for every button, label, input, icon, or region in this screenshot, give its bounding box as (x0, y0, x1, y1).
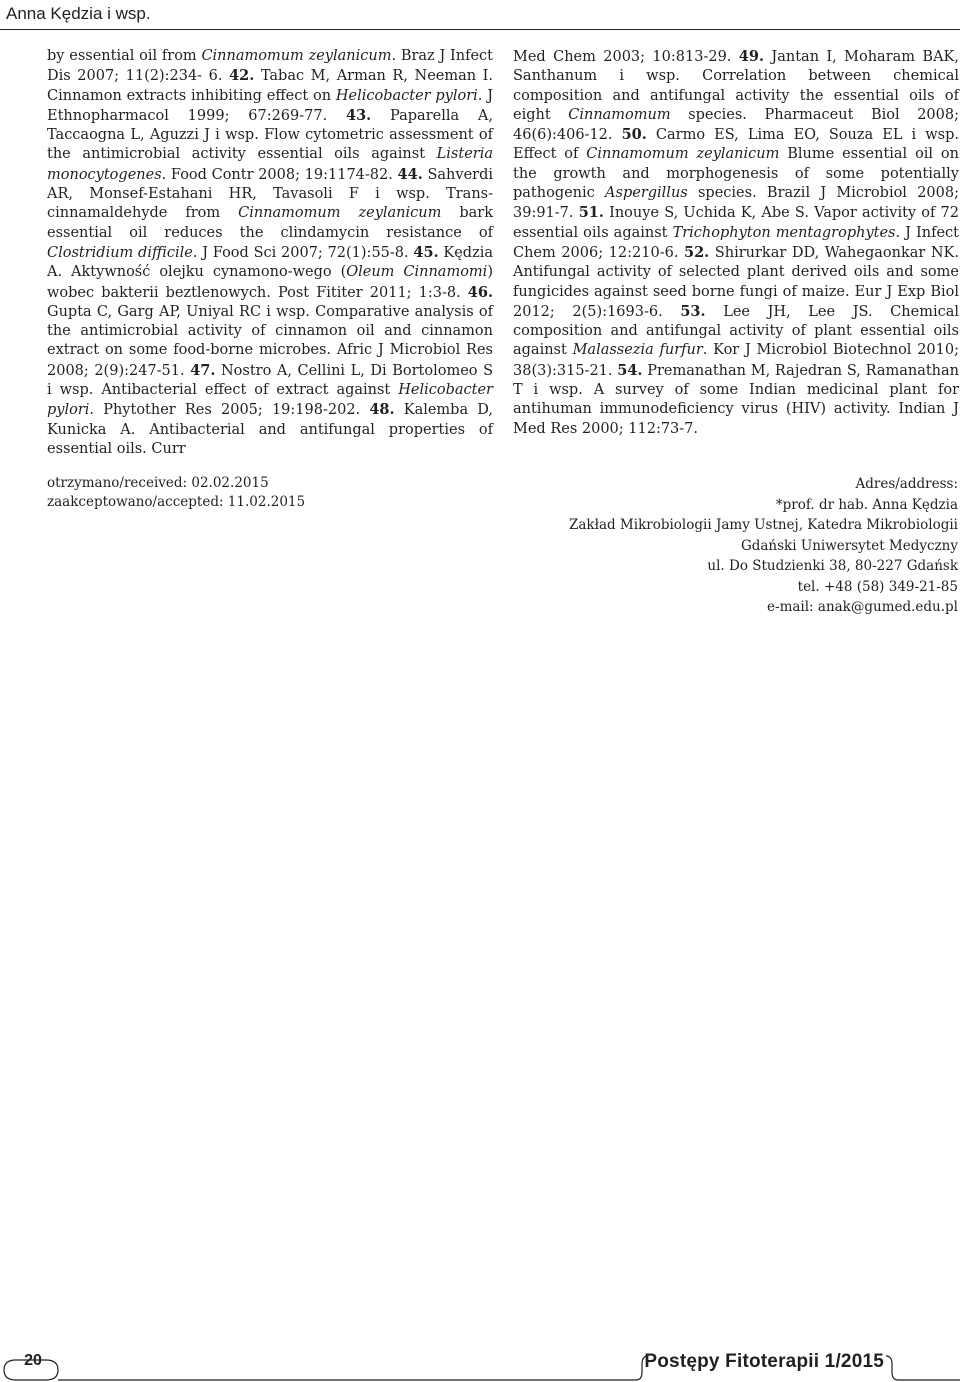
address-heading: Adres/address: (855, 476, 958, 492)
reference-text: Gupta C, Garg AP, Uniyal RC i wsp. Comparative analysis of the antimicrobial activity of cinnamon oil and cinnamon extract on some food-borne microbes. Afric J Microbiol Res 2008; 2(9):247-51. (47, 303, 493, 379)
correspondence-address (488, 474, 958, 618)
header-rule (0, 29, 960, 30)
reference-text: by essential oil from (47, 48, 202, 64)
italic-term: Helicobacter pylori (47, 382, 493, 419)
reference-text: Lee JH, Lee JS. Chemical composition and antifungal activity of plant essential oils against (513, 303, 959, 359)
reference-text: . Food Contr 2008; 19:1174-82. (161, 166, 398, 183)
reference-text: Paparella A, Taccaogna L, Aguzzi J i wsp. Flow cytometric assessment of the antimicrobial activity essential oils against (47, 107, 493, 163)
italic-term: Aspergillus (605, 185, 688, 202)
reference-text: Sahverdi AR, Monsef-Estahani HR, Tavasoli F i wsp. Trans-cinnamaldehyde from (47, 166, 493, 222)
received-date: otrzymano/received: 02.02.2015 (47, 475, 269, 491)
reference-number: 42. (229, 67, 255, 85)
reference-text: species. Brazil J Microbiol 2008; 39:91-7. (513, 185, 959, 222)
address-line: ul. Do Studzienki 38, 80-227 Gdańsk (707, 558, 958, 574)
accepted-date: zaakceptowano/accepted: 11.02.2015 (47, 494, 306, 510)
article-dates (47, 474, 305, 512)
references-left-column (47, 47, 493, 459)
address-email: e-mail: anak@gumed.edu.pl (767, 599, 958, 615)
journal-title: Postępy Fitoterapii 1/2015 (644, 1351, 884, 1372)
reference-number: 48. (369, 401, 395, 419)
italic-term: Oleum Cinnamomi (346, 264, 488, 281)
reference-text: . Braz J Infect Dis 2007; 11(2):234- 6. (47, 48, 493, 85)
reference-number: 52. (684, 243, 710, 261)
reference-text: Shirurkar DD, Wahegaonkar NK. Antifungal activity of selected plant derived oils and some fungicides against seed borne fungi of maize. Eur J Exp Biol 2012; 2(5):1693-6. (513, 244, 960, 320)
reference-text: . Phytother Res 2005; 19:198-202. (89, 402, 370, 419)
reference-text: Tabac M, Arman R, Neeman I. Cinnamon extracts inhibiting effect on (47, 68, 493, 104)
reference-text: Kalemba D, Kunicka A. Antibacterial and antifungal properties of essential oils. Curr (47, 402, 493, 457)
references-right-column (513, 47, 959, 439)
reference-number: 44. (397, 165, 423, 183)
italic-term: Listeria monocytogenes (47, 146, 493, 183)
reference-number: 53. (680, 302, 706, 320)
reference-number: 49. (738, 48, 765, 65)
reference-number: 46. (467, 283, 493, 301)
reference-text: bark essential oil reduces the clindamycin resistance of (47, 205, 493, 241)
address-line: *prof. dr hab. Anna Kędzia (775, 496, 958, 513)
reference-text: ) wobec bakterii beztlenowych. Post Fititer 2011; 1:3-8. (47, 264, 493, 301)
reference-text: . J Ethnopharmacol 1999; 67:269-77. (47, 87, 494, 124)
reference-text: Inouye S, Uchida K, Abe S. Vapor activity of 72 essential oils against (513, 205, 959, 241)
italic-term: Clostridium difficile (47, 244, 193, 261)
reference-text: . Kor J Microbiol Biotechnol 2010; 38(3):315-21. (513, 342, 959, 379)
reference-text: Blume essential oil on the growth and morphogenesis of some potentially pathogenic (513, 146, 960, 202)
reference-number: 54. (617, 361, 643, 379)
reference-text: . J Food Sci 2007; 72(1):55-8. (192, 244, 414, 261)
reference-number: 45. (413, 243, 439, 261)
italic-term: Trichophyton mentagrophytes. (672, 224, 901, 241)
reference-text: Premanathan M, Rajedran S, Ramanathan T i wsp. A survey of some Indian medicinal plant for antihuman immunodeficiency virus (HIV) activity. Indian J Med Res 2000; 112:73-7. (513, 362, 959, 437)
reference-text: Nostro A, Cellini L, Di Bortolomeo S i wsp. Antibacterial effect of extract against (47, 362, 493, 399)
italic-term: Malassezia furfur (572, 342, 703, 359)
reference-text: Kędzia A. Aktywność olejku cynamono-wego ( (47, 244, 493, 281)
italic-term: Cinnamomum (568, 106, 671, 123)
italic-term: Cinnamomum zeylanicum (586, 146, 780, 163)
reference-text: J Infect Chem 2006; 12:210-6. (513, 224, 959, 261)
reference-number: 51. (578, 204, 604, 222)
reference-text: Med Chem 2003; 10:813-29. (513, 49, 739, 65)
reference-text: Jantan I, Moharam BAK, Santhanum i wsp. Correlation between chemical composition and antifungal activity the essential oils of eight (513, 49, 959, 123)
reference-text: species. Pharmaceut Biol 2008; 46(6):406-12. (513, 106, 959, 144)
italic-term: Cinnamomum zeylanicum (201, 48, 392, 64)
page-number: 20 (24, 1352, 42, 1369)
address-line: Gdański Uniwersytet Medyczny (740, 537, 958, 554)
italic-term: Helicobacter pylori (335, 87, 478, 104)
italic-term: Cinnamomum zeylanicum (238, 205, 442, 222)
reference-number: 43. (346, 106, 372, 124)
address-line: Zakład Mikrobiologii Jamy Ustnej, Katedra Mikrobiologii (568, 517, 958, 533)
address-line: tel. +48 (58) 349-21-85 (797, 578, 958, 595)
reference-number: 50. (621, 126, 647, 144)
reference-text: Carmo ES, Lima EO, Souza EL i wsp. Effect of (513, 127, 959, 163)
running-head: Anna Kędzia i wsp. (6, 4, 151, 23)
reference-number: 47. (190, 361, 216, 379)
